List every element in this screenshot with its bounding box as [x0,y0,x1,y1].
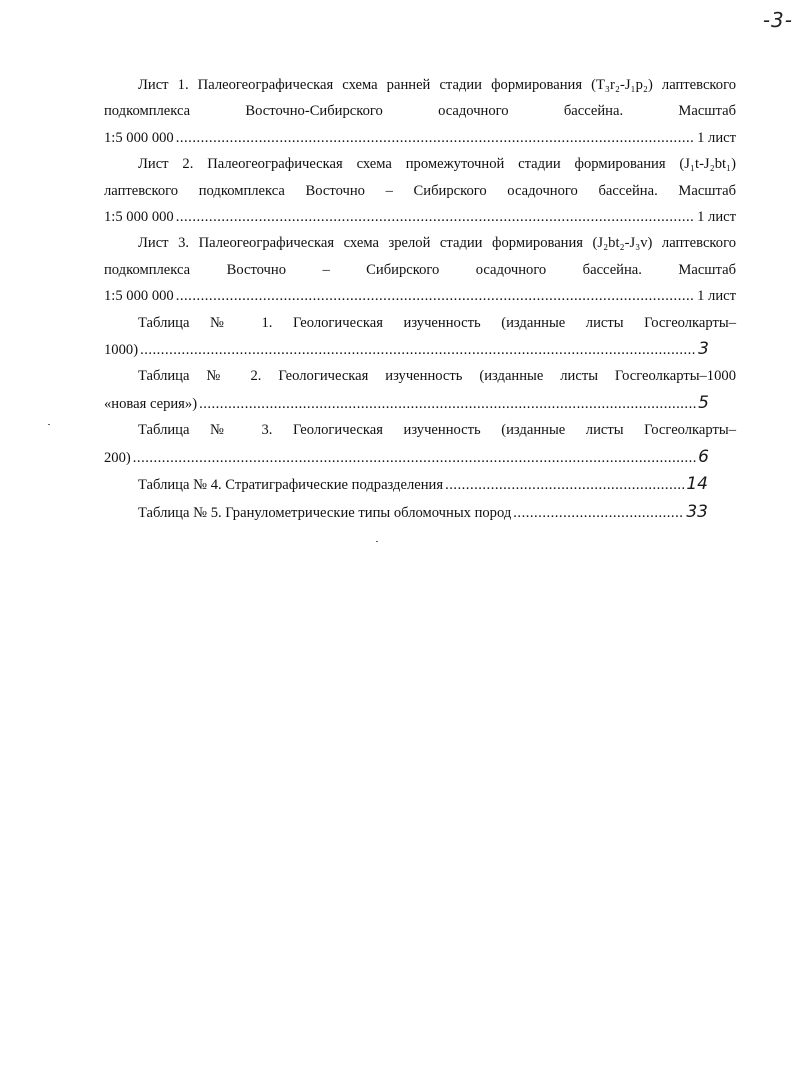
toc-entry-scale-line [104,283,736,309]
toc-entry-table-2[interactable] [104,363,736,417]
toc-entry-scale-line [104,204,736,230]
toc-entry-title: Таблица № 3. Геологическая изученность (изданные листы Госгеолкарты– [138,422,736,439]
handwritten-page-number: 14 [686,474,708,495]
title-continuation: 200) [104,449,131,466]
scale-value: 1:5 000 000 [104,129,174,146]
toc-entry-scale-line [104,125,736,151]
dot-leader [140,337,696,363]
dot-leader [513,500,684,526]
toc-entry-sheet-3[interactable] [104,230,736,309]
toc-entry-sheet-2[interactable] [104,151,736,230]
toc-entry-page-line [104,471,708,498]
scan-speck [48,424,50,425]
dot-leader [176,125,695,151]
toc-entry-title: Таблица № 5. Гранулометрические типы обломочных пород [138,504,512,521]
toc-entry-sheet-1[interactable] [104,72,736,151]
toc-entry-table-4[interactable] [104,471,736,498]
toc-entry-page-line [104,336,709,363]
toc-entry-title: Лист 2. Палеогеографическая схема промежуточной стадии формирования (J₁t-J₂bt₁) лаптевского подкомплекса Восточно – Сибирского осадочного бассейна. Масштаб [104,156,736,199]
scale-value: 1:5 000 000 [104,209,174,226]
toc-entry-title: Лист 3. Палеогеографическая схема зрелой стадии формирования (J₂bt₂-J₃v) лаптевского подкомплекса Восточно – Сибирского осадочного бассейна. Масштаб [104,235,736,278]
handwritten-page-number: 5 [698,392,709,413]
handwritten-page-number: 3 [698,339,709,360]
table-of-contents [104,72,736,526]
title-continuation: 1000) [104,342,139,359]
dot-leader [199,391,696,417]
handwritten-page-number: 6 [698,446,709,467]
dot-leader [445,472,684,498]
dot-leader [176,283,695,309]
toc-entry-table-1[interactable] [104,310,736,364]
title-continuation: «новая серия») [104,395,198,412]
scale-value: 1:5 000 000 [104,288,174,305]
toc-entry-page-line [104,499,708,526]
toc-entry-page-line [104,444,709,471]
dot-leader [176,204,695,230]
sheet-count: 1 лист [697,209,736,226]
sheet-count: 1 лист [697,288,736,305]
toc-entry-title: Таблица № 4. Стратиграфические подразделения [138,477,444,494]
toc-entry-title: Лист 1. Палеогеографическая схема ранней стадии формирования (T₃r₂-J₁p₂) лаптевского подкомплекса Восточно-Сибирского осадочного бассейна. Масштаб [104,77,736,120]
sheet-count: 1 лист [697,129,736,146]
toc-entry-table-5[interactable] [104,499,736,526]
dot-leader [133,445,696,471]
scan-speck [376,541,378,542]
toc-entry-title: Таблица № 2. Геологическая изученность (изданные листы Госгеолкарты–1000 [138,368,736,385]
toc-entry-page-line [104,390,709,417]
handwritten-page-number: 33 [686,501,708,522]
page-number: -3- [762,8,793,32]
toc-entry-title: Таблица № 1. Геологическая изученность (изданные листы Госгеолкарты– [138,314,736,331]
toc-entry-table-3[interactable] [104,417,736,471]
